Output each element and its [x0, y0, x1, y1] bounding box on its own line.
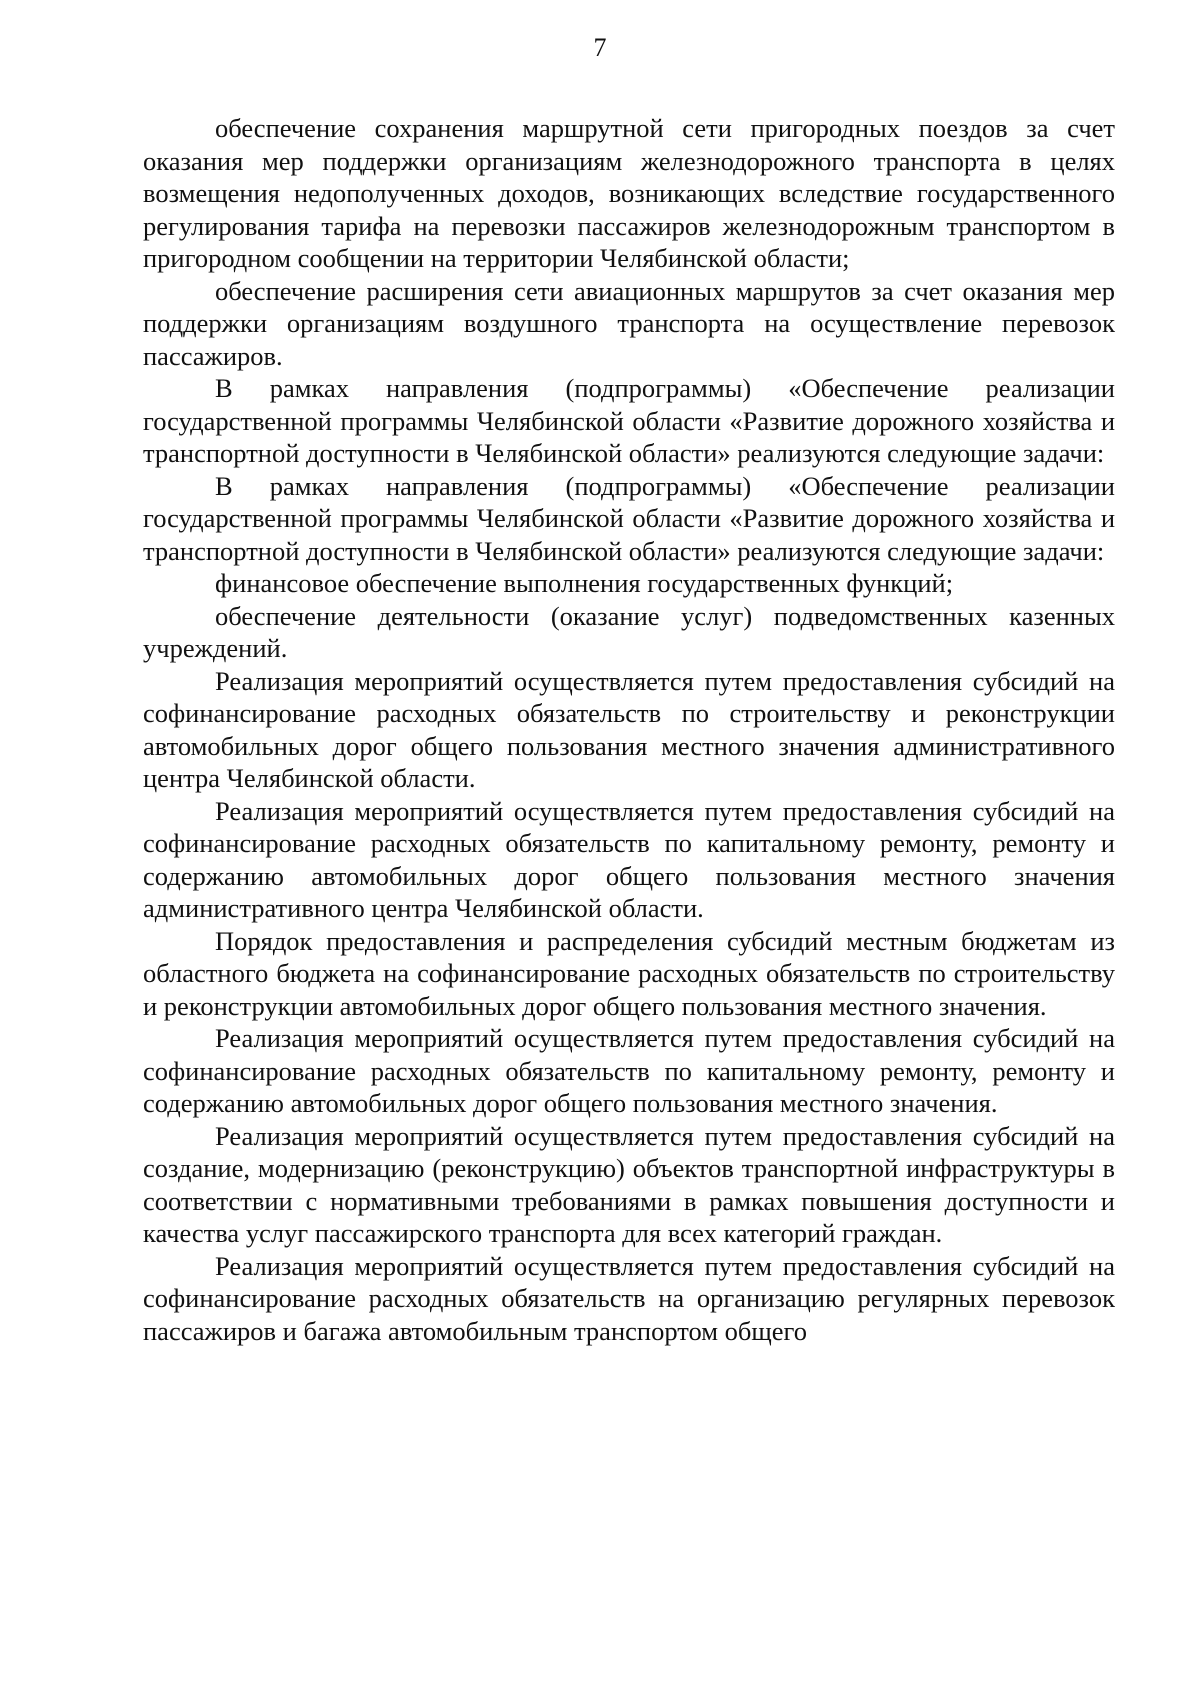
paragraph: Реализация мероприятий осуществляется путем предоставления субсидий на софинансирование расходных обязательств по строительству и реконструкции автомобильных дорог общего пользования местного значения административного центра Челябинской области.: [143, 665, 1115, 793]
paragraph: Реализация мероприятий осуществляется путем предоставления субсидий на софинансирование расходных обязательств на организацию регулярных перевозок пассажиров и багажа автомобильным транспортом общего: [143, 1250, 1115, 1346]
document-body: [143, 112, 1115, 1347]
paragraph: Порядок предоставления и распределения субсидий местным бюджетам из областного бюджета на софинансирование расходных обязательств по строительству и реконструкции автомобильных дорог общего пользования местного значения.: [143, 925, 1115, 1021]
paragraph: Реализация мероприятий осуществляется путем предоставления субсидий на софинансирование расходных обязательств по капитальному ремонту, ремонту и содержанию автомобильных дорог общего пользования местного значения административного центра Челябинской области.: [143, 795, 1115, 923]
paragraph: обеспечение сохранения маршрутной сети пригородных поездов за счет оказания мер поддержки организациям железнодорожного транспорта в целях возмещения недополученных доходов, возникающих вследствие государственного регулирования тарифа на перевозки пассажиров железнодорожным транспортом в пригородном сообщении на территории Челябинской области;: [143, 113, 1115, 273]
paragraph: В рамках направления (подпрограммы) «Обеспечение реализации государственной программы Челябинской области «Развитие дорожного хозяйства и транспортной доступности в Челябинской области» реализуются следующие задачи:: [143, 470, 1115, 566]
paragraph: Реализация мероприятий осуществляется путем предоставления субсидий на создание, модернизацию (реконструкцию) объектов транспортной инфраструктуры в соответствии с нормативными требованиями в рамках повышения доступности и качества услуг пассажирского транспорта для всех категорий граждан.: [143, 1120, 1115, 1248]
paragraph: Реализация мероприятий осуществляется путем предоставления субсидий на софинансирование расходных обязательств по капитальному ремонту, ремонту и содержанию автомобильных дорог общего пользования местного значения.: [143, 1023, 1115, 1118]
paragraph: обеспечение деятельности (оказание услуг) подведомственных казенных учреждений.: [143, 600, 1115, 663]
paragraph: обеспечение расширения сети авиационных маршрутов за счет оказания мер поддержки организациям воздушного транспорта на осуществление перевозок пассажиров.: [143, 275, 1115, 371]
page-number: 7: [593, 33, 607, 62]
paragraph: В рамках направления (подпрограммы) «Обеспечение реализации государственной программы Челябинской области «Развитие дорожного хозяйства и транспортной доступности в Челябинской области» реализуются следующие задачи:: [143, 373, 1115, 468]
paragraph: финансовое обеспечение выполнения государственных функций;: [215, 568, 954, 598]
